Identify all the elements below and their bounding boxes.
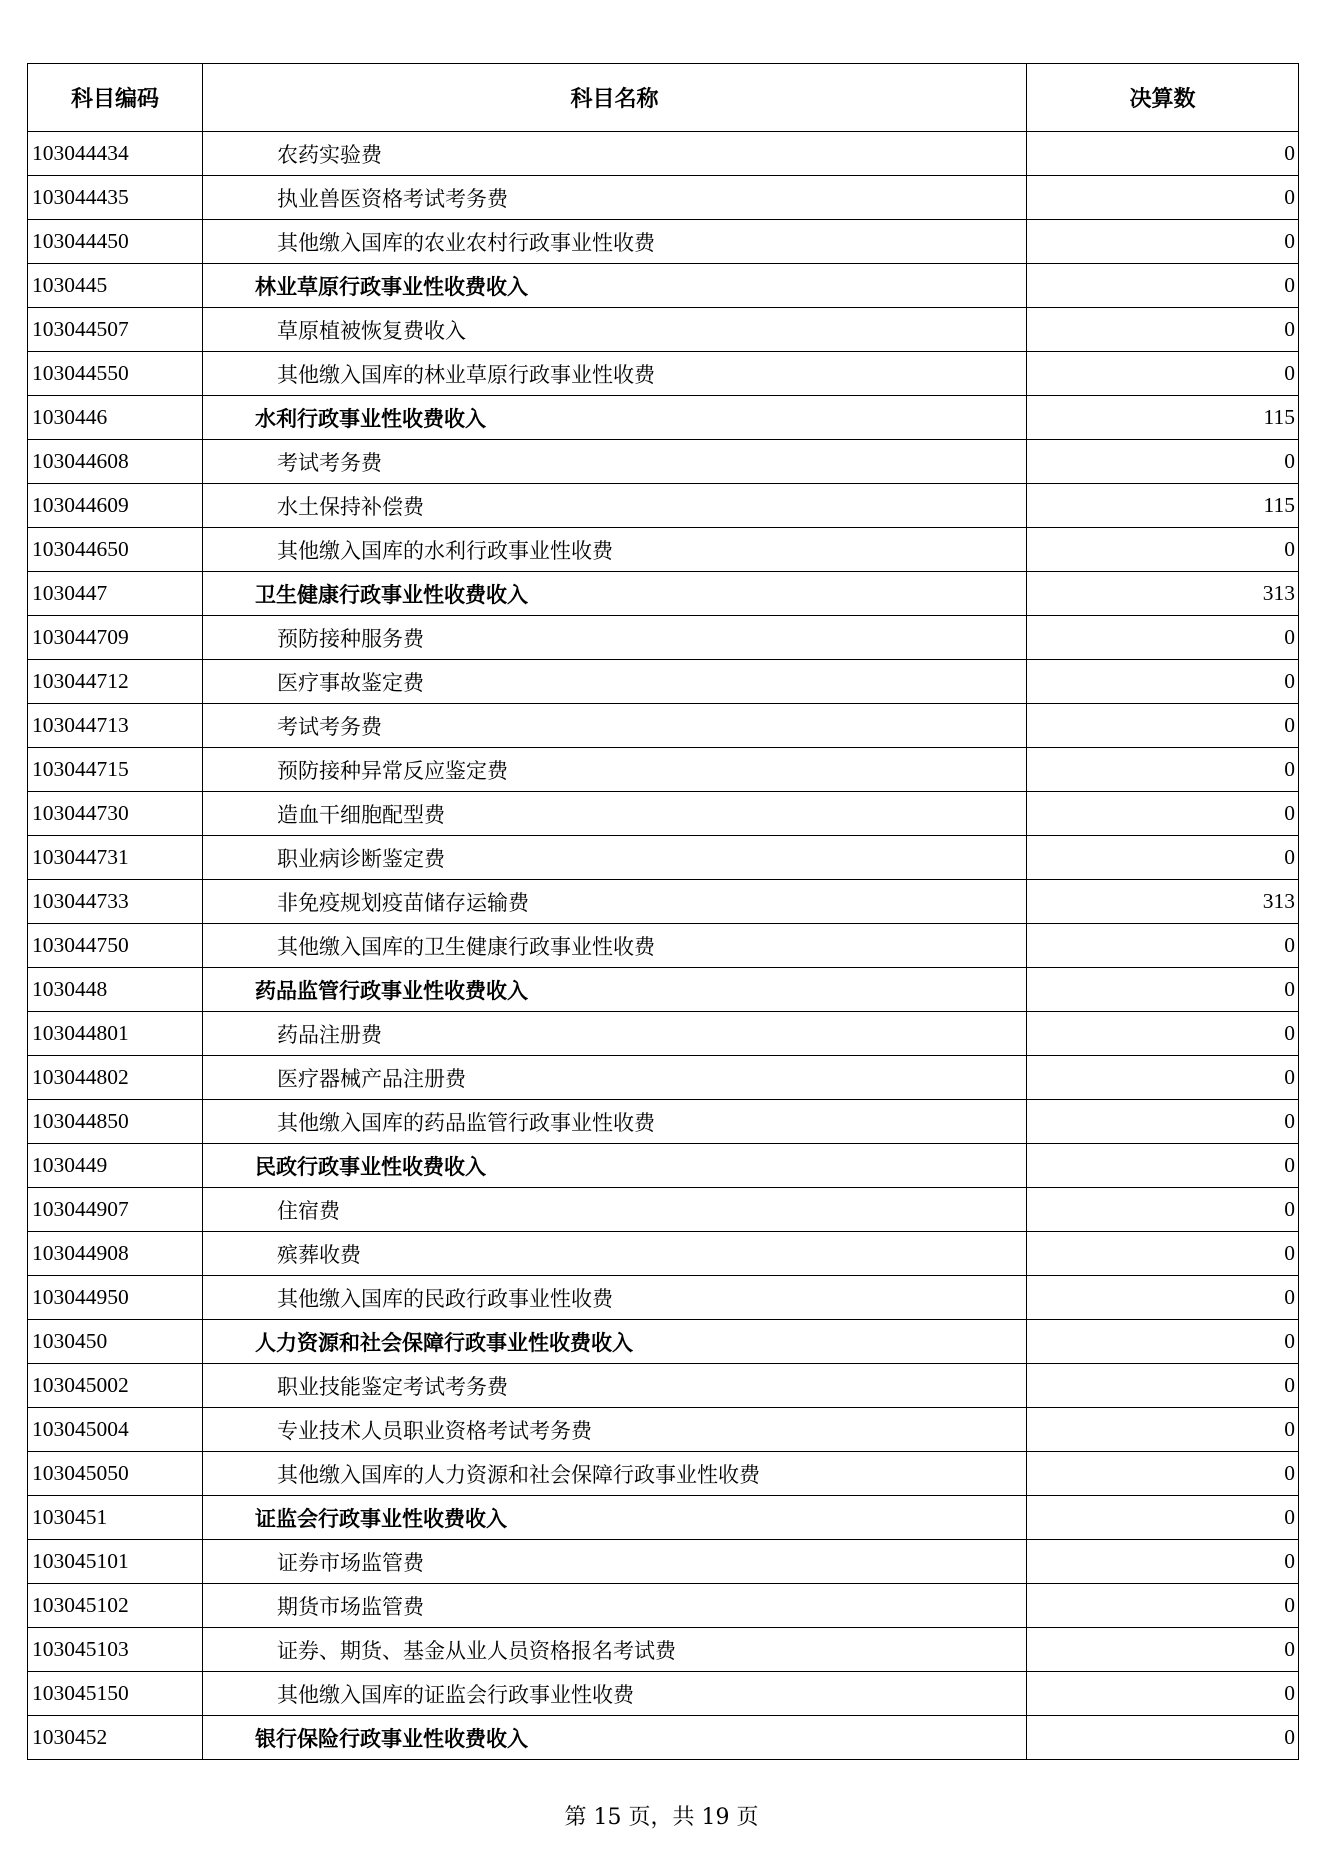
subject-name: 职业技能鉴定考试考务费 (203, 1364, 1027, 1408)
subject-code: 103044908 (28, 1232, 203, 1276)
final-amount: 0 (1027, 132, 1299, 176)
subject-name: 其他缴入国库的证监会行政事业性收费 (203, 1672, 1027, 1716)
subject-code: 1030450 (28, 1320, 203, 1364)
table-row (28, 1100, 1299, 1144)
table-row (28, 528, 1299, 572)
subject-code: 103045150 (28, 1672, 203, 1716)
final-amount: 0 (1027, 528, 1299, 572)
table-row (28, 748, 1299, 792)
table-row (28, 792, 1299, 836)
table-row (28, 1364, 1299, 1408)
subject-code: 103044713 (28, 704, 203, 748)
subject-code: 103044450 (28, 220, 203, 264)
page-number: 第 15 页，共 19 页 (564, 1805, 759, 1830)
table-row (28, 132, 1299, 176)
subject-name: 其他缴入国库的水利行政事业性收费 (203, 528, 1027, 572)
subject-code: 103044650 (28, 528, 203, 572)
subject-name: 农药实验费 (203, 132, 1027, 176)
final-amount: 0 (1027, 1056, 1299, 1100)
header-name: 科目名称 (203, 64, 1027, 132)
subject-name: 医疗事故鉴定费 (203, 660, 1027, 704)
final-amount: 0 (1027, 616, 1299, 660)
subject-name: 证券市场监管费 (203, 1540, 1027, 1584)
subject-code: 1030445 (28, 264, 203, 308)
table-row (28, 176, 1299, 220)
subject-name: 卫生健康行政事业性收费收入 (203, 572, 1027, 616)
subject-code: 1030446 (28, 396, 203, 440)
final-amount: 0 (1027, 220, 1299, 264)
subject-code: 103045102 (28, 1584, 203, 1628)
table-row (28, 1628, 1299, 1672)
subject-name: 民政行政事业性收费收入 (203, 1144, 1027, 1188)
subject-code: 103044731 (28, 836, 203, 880)
subject-code: 103045004 (28, 1408, 203, 1452)
subject-code: 103044507 (28, 308, 203, 352)
final-amount: 0 (1027, 1628, 1299, 1672)
subject-code: 103044733 (28, 880, 203, 924)
table-row (28, 1672, 1299, 1716)
subject-code: 1030447 (28, 572, 203, 616)
table-row (28, 1012, 1299, 1056)
subject-code: 103045101 (28, 1540, 203, 1584)
category-row (28, 1496, 1299, 1540)
table-row (28, 440, 1299, 484)
subject-name: 考试考务费 (203, 440, 1027, 484)
subject-name: 非免疫规划疫苗储存运输费 (203, 880, 1027, 924)
table-row (28, 1276, 1299, 1320)
subject-code: 1030452 (28, 1716, 203, 1760)
final-amount: 0 (1027, 1672, 1299, 1716)
table-body (28, 132, 1299, 1760)
subject-name: 证券、期货、基金从业人员资格报名考试费 (203, 1628, 1027, 1672)
subject-code: 103044730 (28, 792, 203, 836)
final-amount: 0 (1027, 704, 1299, 748)
subject-name: 住宿费 (203, 1188, 1027, 1232)
final-amount: 0 (1027, 1540, 1299, 1584)
subject-name: 草原植被恢复费收入 (203, 308, 1027, 352)
final-amount: 0 (1027, 440, 1299, 484)
subject-code: 103044850 (28, 1100, 203, 1144)
table-row (28, 616, 1299, 660)
table-row (28, 1232, 1299, 1276)
table-row (28, 836, 1299, 880)
subject-name: 其他缴入国库的卫生健康行政事业性收费 (203, 924, 1027, 968)
subject-code: 103044709 (28, 616, 203, 660)
subject-name: 专业技术人员职业资格考试考务费 (203, 1408, 1027, 1452)
final-amount: 0 (1027, 352, 1299, 396)
table-header-row (28, 64, 1299, 132)
subject-code: 103045050 (28, 1452, 203, 1496)
table-row (28, 220, 1299, 264)
subject-name: 造血干细胞配型费 (203, 792, 1027, 836)
subject-name: 水利行政事业性收费收入 (203, 396, 1027, 440)
subject-code: 103044802 (28, 1056, 203, 1100)
subject-code: 103044907 (28, 1188, 203, 1232)
final-amount: 313 (1027, 572, 1299, 616)
final-amount: 0 (1027, 1144, 1299, 1188)
subject-code: 103044609 (28, 484, 203, 528)
subject-code: 1030449 (28, 1144, 203, 1188)
subject-name: 其他缴入国库的林业草原行政事业性收费 (203, 352, 1027, 396)
final-amount: 0 (1027, 308, 1299, 352)
final-amount: 115 (1027, 396, 1299, 440)
subject-code: 103044435 (28, 176, 203, 220)
subject-code: 103045002 (28, 1364, 203, 1408)
final-amount: 115 (1027, 484, 1299, 528)
table-row (28, 880, 1299, 924)
final-amount: 0 (1027, 1364, 1299, 1408)
subject-name: 水土保持补偿费 (203, 484, 1027, 528)
table-row (28, 704, 1299, 748)
final-amount: 0 (1027, 264, 1299, 308)
table-row (28, 1408, 1299, 1452)
final-amount: 0 (1027, 968, 1299, 1012)
subject-code: 103044434 (28, 132, 203, 176)
subject-name: 执业兽医资格考试考务费 (203, 176, 1027, 220)
subject-name: 其他缴入国库的农业农村行政事业性收费 (203, 220, 1027, 264)
table-row (28, 1056, 1299, 1100)
category-row (28, 396, 1299, 440)
category-row (28, 1716, 1299, 1760)
subject-code: 103045103 (28, 1628, 203, 1672)
subject-name: 职业病诊断鉴定费 (203, 836, 1027, 880)
final-amount: 0 (1027, 176, 1299, 220)
category-row (28, 968, 1299, 1012)
final-amount: 0 (1027, 1232, 1299, 1276)
final-amount: 0 (1027, 1408, 1299, 1452)
final-amount: 0 (1027, 1452, 1299, 1496)
subject-name: 人力资源和社会保障行政事业性收费收入 (203, 1320, 1027, 1364)
final-amount: 0 (1027, 1276, 1299, 1320)
subject-name: 证监会行政事业性收费收入 (203, 1496, 1027, 1540)
table-row (28, 1540, 1299, 1584)
subject-code: 1030451 (28, 1496, 203, 1540)
subject-code: 103044801 (28, 1012, 203, 1056)
final-amount: 0 (1027, 1496, 1299, 1540)
final-amount: 0 (1027, 792, 1299, 836)
category-row (28, 572, 1299, 616)
subject-name: 其他缴入国库的人力资源和社会保障行政事业性收费 (203, 1452, 1027, 1496)
subject-name: 期货市场监管费 (203, 1584, 1027, 1628)
header-code: 科目编码 (28, 64, 203, 132)
table-row (28, 924, 1299, 968)
subject-name: 林业草原行政事业性收费收入 (203, 264, 1027, 308)
table-row (28, 1584, 1299, 1628)
subject-code: 103044550 (28, 352, 203, 396)
subject-code: 103044950 (28, 1276, 203, 1320)
final-amount: 0 (1027, 1012, 1299, 1056)
final-amount: 0 (1027, 748, 1299, 792)
subject-code: 1030448 (28, 968, 203, 1012)
table-row (28, 1188, 1299, 1232)
subject-name: 预防接种服务费 (203, 616, 1027, 660)
subject-code: 103044608 (28, 440, 203, 484)
header-amount: 决算数 (1027, 64, 1299, 132)
subject-name: 考试考务费 (203, 704, 1027, 748)
subject-name: 预防接种异常反应鉴定费 (203, 748, 1027, 792)
subject-name: 银行保险行政事业性收费收入 (203, 1716, 1027, 1760)
table-row (28, 1452, 1299, 1496)
category-row (28, 264, 1299, 308)
final-amount: 0 (1027, 836, 1299, 880)
table-row (28, 352, 1299, 396)
subject-code: 103044715 (28, 748, 203, 792)
subject-name: 其他缴入国库的民政行政事业性收费 (203, 1276, 1027, 1320)
subject-name: 医疗器械产品注册费 (203, 1056, 1027, 1100)
subject-name: 其他缴入国库的药品监管行政事业性收费 (203, 1100, 1027, 1144)
final-amount: 313 (1027, 880, 1299, 924)
subject-name: 药品监管行政事业性收费收入 (203, 968, 1027, 1012)
subject-code: 103044712 (28, 660, 203, 704)
final-amount: 0 (1027, 1188, 1299, 1232)
final-amount: 0 (1027, 660, 1299, 704)
subject-name: 殡葬收费 (203, 1232, 1027, 1276)
category-row (28, 1320, 1299, 1364)
final-amount: 0 (1027, 1584, 1299, 1628)
category-row (28, 1144, 1299, 1188)
final-amount: 0 (1027, 1320, 1299, 1364)
final-amount: 0 (1027, 1716, 1299, 1760)
table-row (28, 484, 1299, 528)
subject-name: 药品注册费 (203, 1012, 1027, 1056)
final-amount: 0 (1027, 1100, 1299, 1144)
final-amount: 0 (1027, 924, 1299, 968)
subject-code: 103044750 (28, 924, 203, 968)
table-row (28, 308, 1299, 352)
table-row (28, 660, 1299, 704)
budget-table (27, 63, 1299, 1760)
